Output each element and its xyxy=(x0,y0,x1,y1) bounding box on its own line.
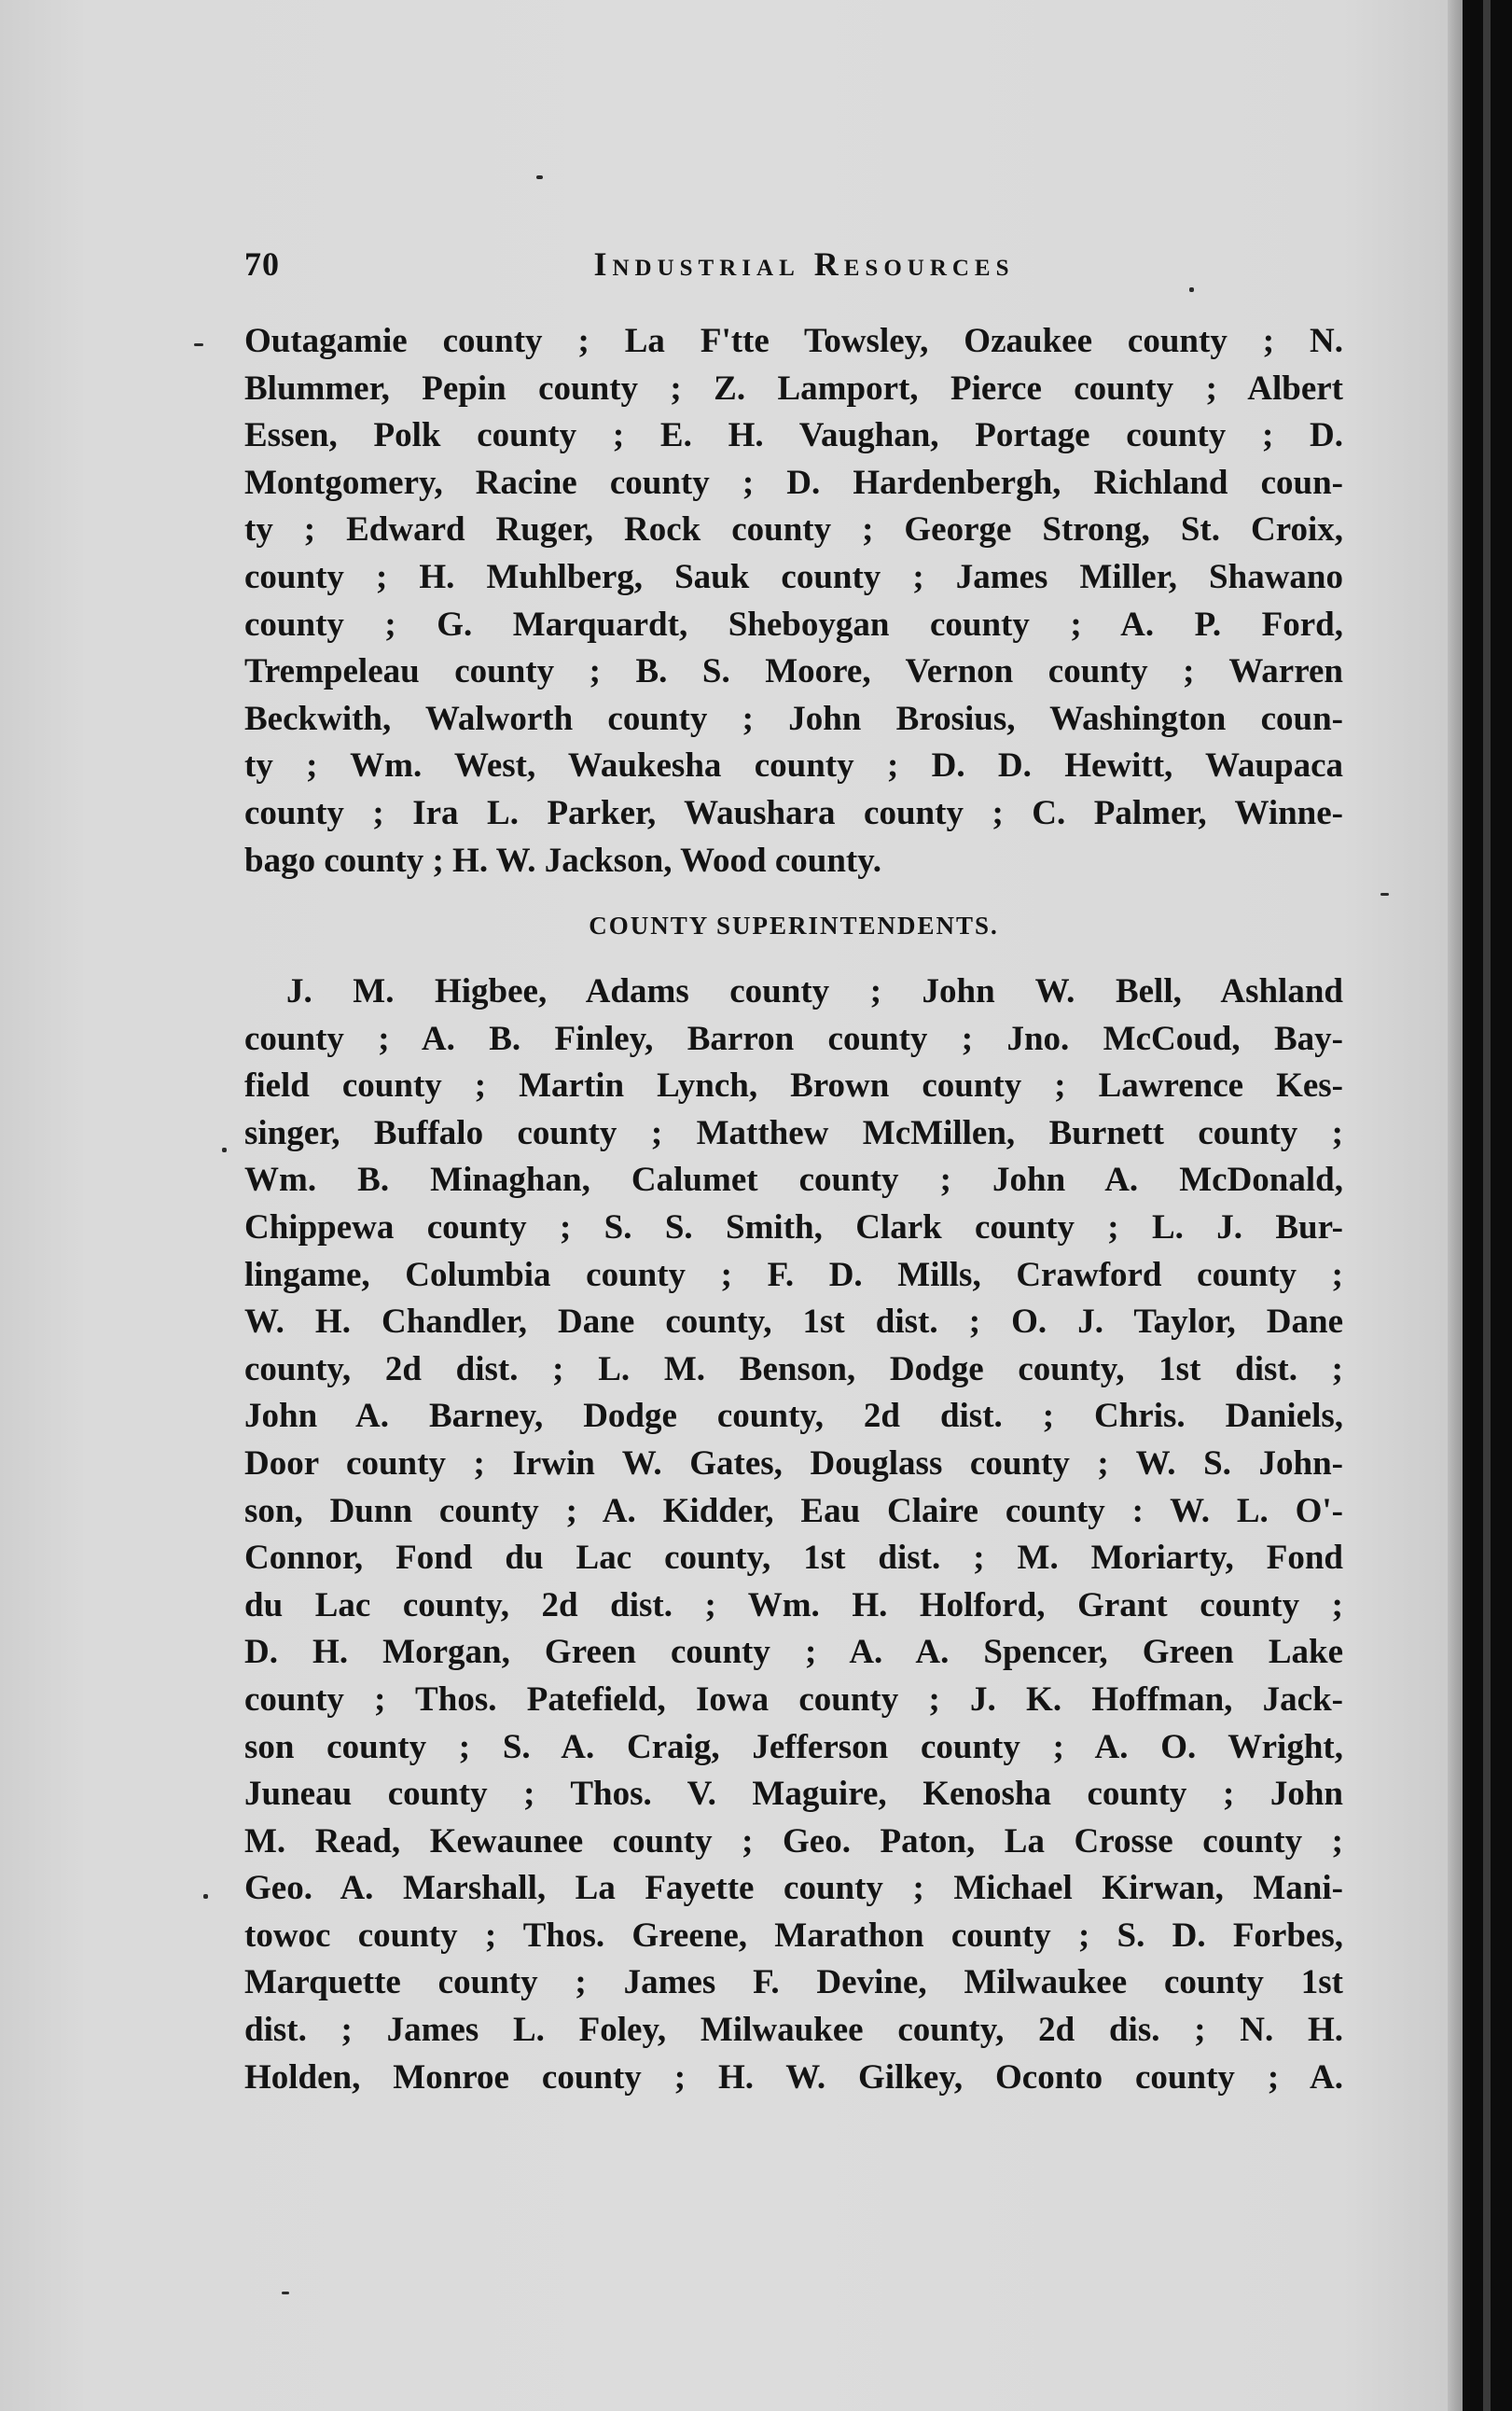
running-head xyxy=(244,244,1354,291)
scan-speck xyxy=(222,1148,227,1152)
scan-speck xyxy=(536,175,543,179)
text-line: M. Read, Kewaunee county ; Geo. Paton, La Crosse county ; xyxy=(244,1821,1343,1861)
text-line: W. H. Chandler, Dane county, 1st dist. ; O. J. Taylor, Dane xyxy=(244,1303,1343,1342)
text-line: Montgomery, Racine county ; D. Hardenbergh, Richland coun- xyxy=(244,463,1343,502)
text-line: son, Dunn county ; A. Kidder, Eau Claire county : W. L. O'- xyxy=(244,1491,1343,1530)
text-line: dist. ; James L. Foley, Milwaukee county, 2d dis. ; N. H. xyxy=(244,2011,1343,2050)
text-line: county, 2d dist. ; L. M. Benson, Dodge county, 1st dist. ; xyxy=(244,1349,1343,1388)
text-line: ty ; Edward Ruger, Rock county ; George Strong, St. Croix, xyxy=(244,510,1343,550)
text-line: Wm. B. Minaghan, Calumet county ; John A. McDonald, xyxy=(244,1161,1343,1200)
text-line: Outagamie county ; La F'tte Towsley, Ozaukee county ; N. xyxy=(244,322,1343,360)
text-line: Connor, Fond du Lac county, 1st dist. ; M. Moriarty, Fond xyxy=(244,1539,1343,1578)
running-head-title: Industrial Resources xyxy=(593,245,1015,283)
text-line: Door county ; Irwin W. Gates, Douglass county ; W. S. John- xyxy=(244,1443,1343,1483)
text-line: D. H. Morgan, Green county ; A. A. Spencer, Green Lake xyxy=(244,1633,1343,1672)
text-line: du Lac county, 2d dist. ; Wm. H. Holford, Grant county ; xyxy=(244,1585,1343,1624)
spine-highlight xyxy=(1483,0,1491,2411)
text-line: field county ; Martin Lynch, Brown county ; Lawrence Kes- xyxy=(244,1066,1343,1106)
text-line: John A. Barney, Dodge county, 2d dist. ; Chris. Daniels, xyxy=(244,1397,1343,1436)
text-line: Trempeleau county ; B. S. Moore, Vernon county ; Warren xyxy=(244,652,1343,691)
text-line: county ; Ira L. Parker, Waushara county ; C. Palmer, Winne- xyxy=(244,793,1343,832)
scan-speck xyxy=(282,2292,289,2294)
text-line: Beckwith, Walworth county ; John Brosius, Washington coun- xyxy=(244,699,1343,738)
text-line: Blummer, Pepin county ; Z. Lamport, Pierce county ; Albert xyxy=(244,369,1343,408)
scan-speck xyxy=(203,1894,208,1899)
section-heading: COUNTY SUPERINTENDENTS. xyxy=(589,912,999,940)
text-line: Juneau county ; Thos. V. Maguire, Kenosha county ; John xyxy=(244,1775,1343,1814)
text-line: Holden, Monroe county ; H. W. Gilkey, Oconto county ; A. xyxy=(244,2057,1343,2097)
scan-speck xyxy=(1380,893,1389,896)
body-text-officials xyxy=(244,318,1343,885)
text-line: county ; H. Muhlberg, Sauk county ; James Miller, Shawano xyxy=(244,557,1343,596)
text-line: bago county ; H. W. Jackson, Wood county. xyxy=(244,841,881,880)
text-line: county ; G. Marquardt, Sheboygan county ; A. P. Ford, xyxy=(244,605,1343,644)
text-line: county ; A. B. Finley, Barron county ; Jno. McCoud, Bay- xyxy=(244,1019,1343,1058)
text-line: towoc county ; Thos. Greene, Marathon county ; S. D. Forbes, xyxy=(244,1916,1343,1955)
text-line: singer, Buffalo county ; Matthew McMillen, Burnett county ; xyxy=(244,1113,1343,1152)
text-line: son county ; S. A. Craig, Jefferson county ; A. O. Wright, xyxy=(244,1727,1343,1766)
text-line: ty ; Wm. West, Waukesha county ; D. D. Hewitt, Waupaca xyxy=(244,746,1343,786)
page-number: 70 xyxy=(244,245,280,283)
text-line: J. M. Higbee, Adams county ; John W. Bell, Ashland xyxy=(286,972,1343,1010)
page-edge-shadow xyxy=(1448,0,1463,2411)
body-text-superintendents xyxy=(244,969,1343,2101)
text-line: county ; Thos. Patefield, Iowa county ; J. K. Hoffman, Jack- xyxy=(244,1679,1343,1719)
text-line: Essen, Polk county ; E. H. Vaughan, Portage county ; D. xyxy=(244,416,1343,455)
text-line: lingame, Columbia county ; F. D. Mills, Crawford county ; xyxy=(244,1255,1343,1294)
text-line: Geo. A. Marshall, La Fayette county ; Michael Kirwan, Mani- xyxy=(244,1869,1343,1908)
text-line: Chippewa county ; S. S. Smith, Clark county ; L. J. Bur- xyxy=(244,1207,1343,1247)
text-line: Marquette county ; James F. Devine, Milwaukee county 1st xyxy=(244,1963,1343,2002)
scan-speck xyxy=(194,343,203,346)
